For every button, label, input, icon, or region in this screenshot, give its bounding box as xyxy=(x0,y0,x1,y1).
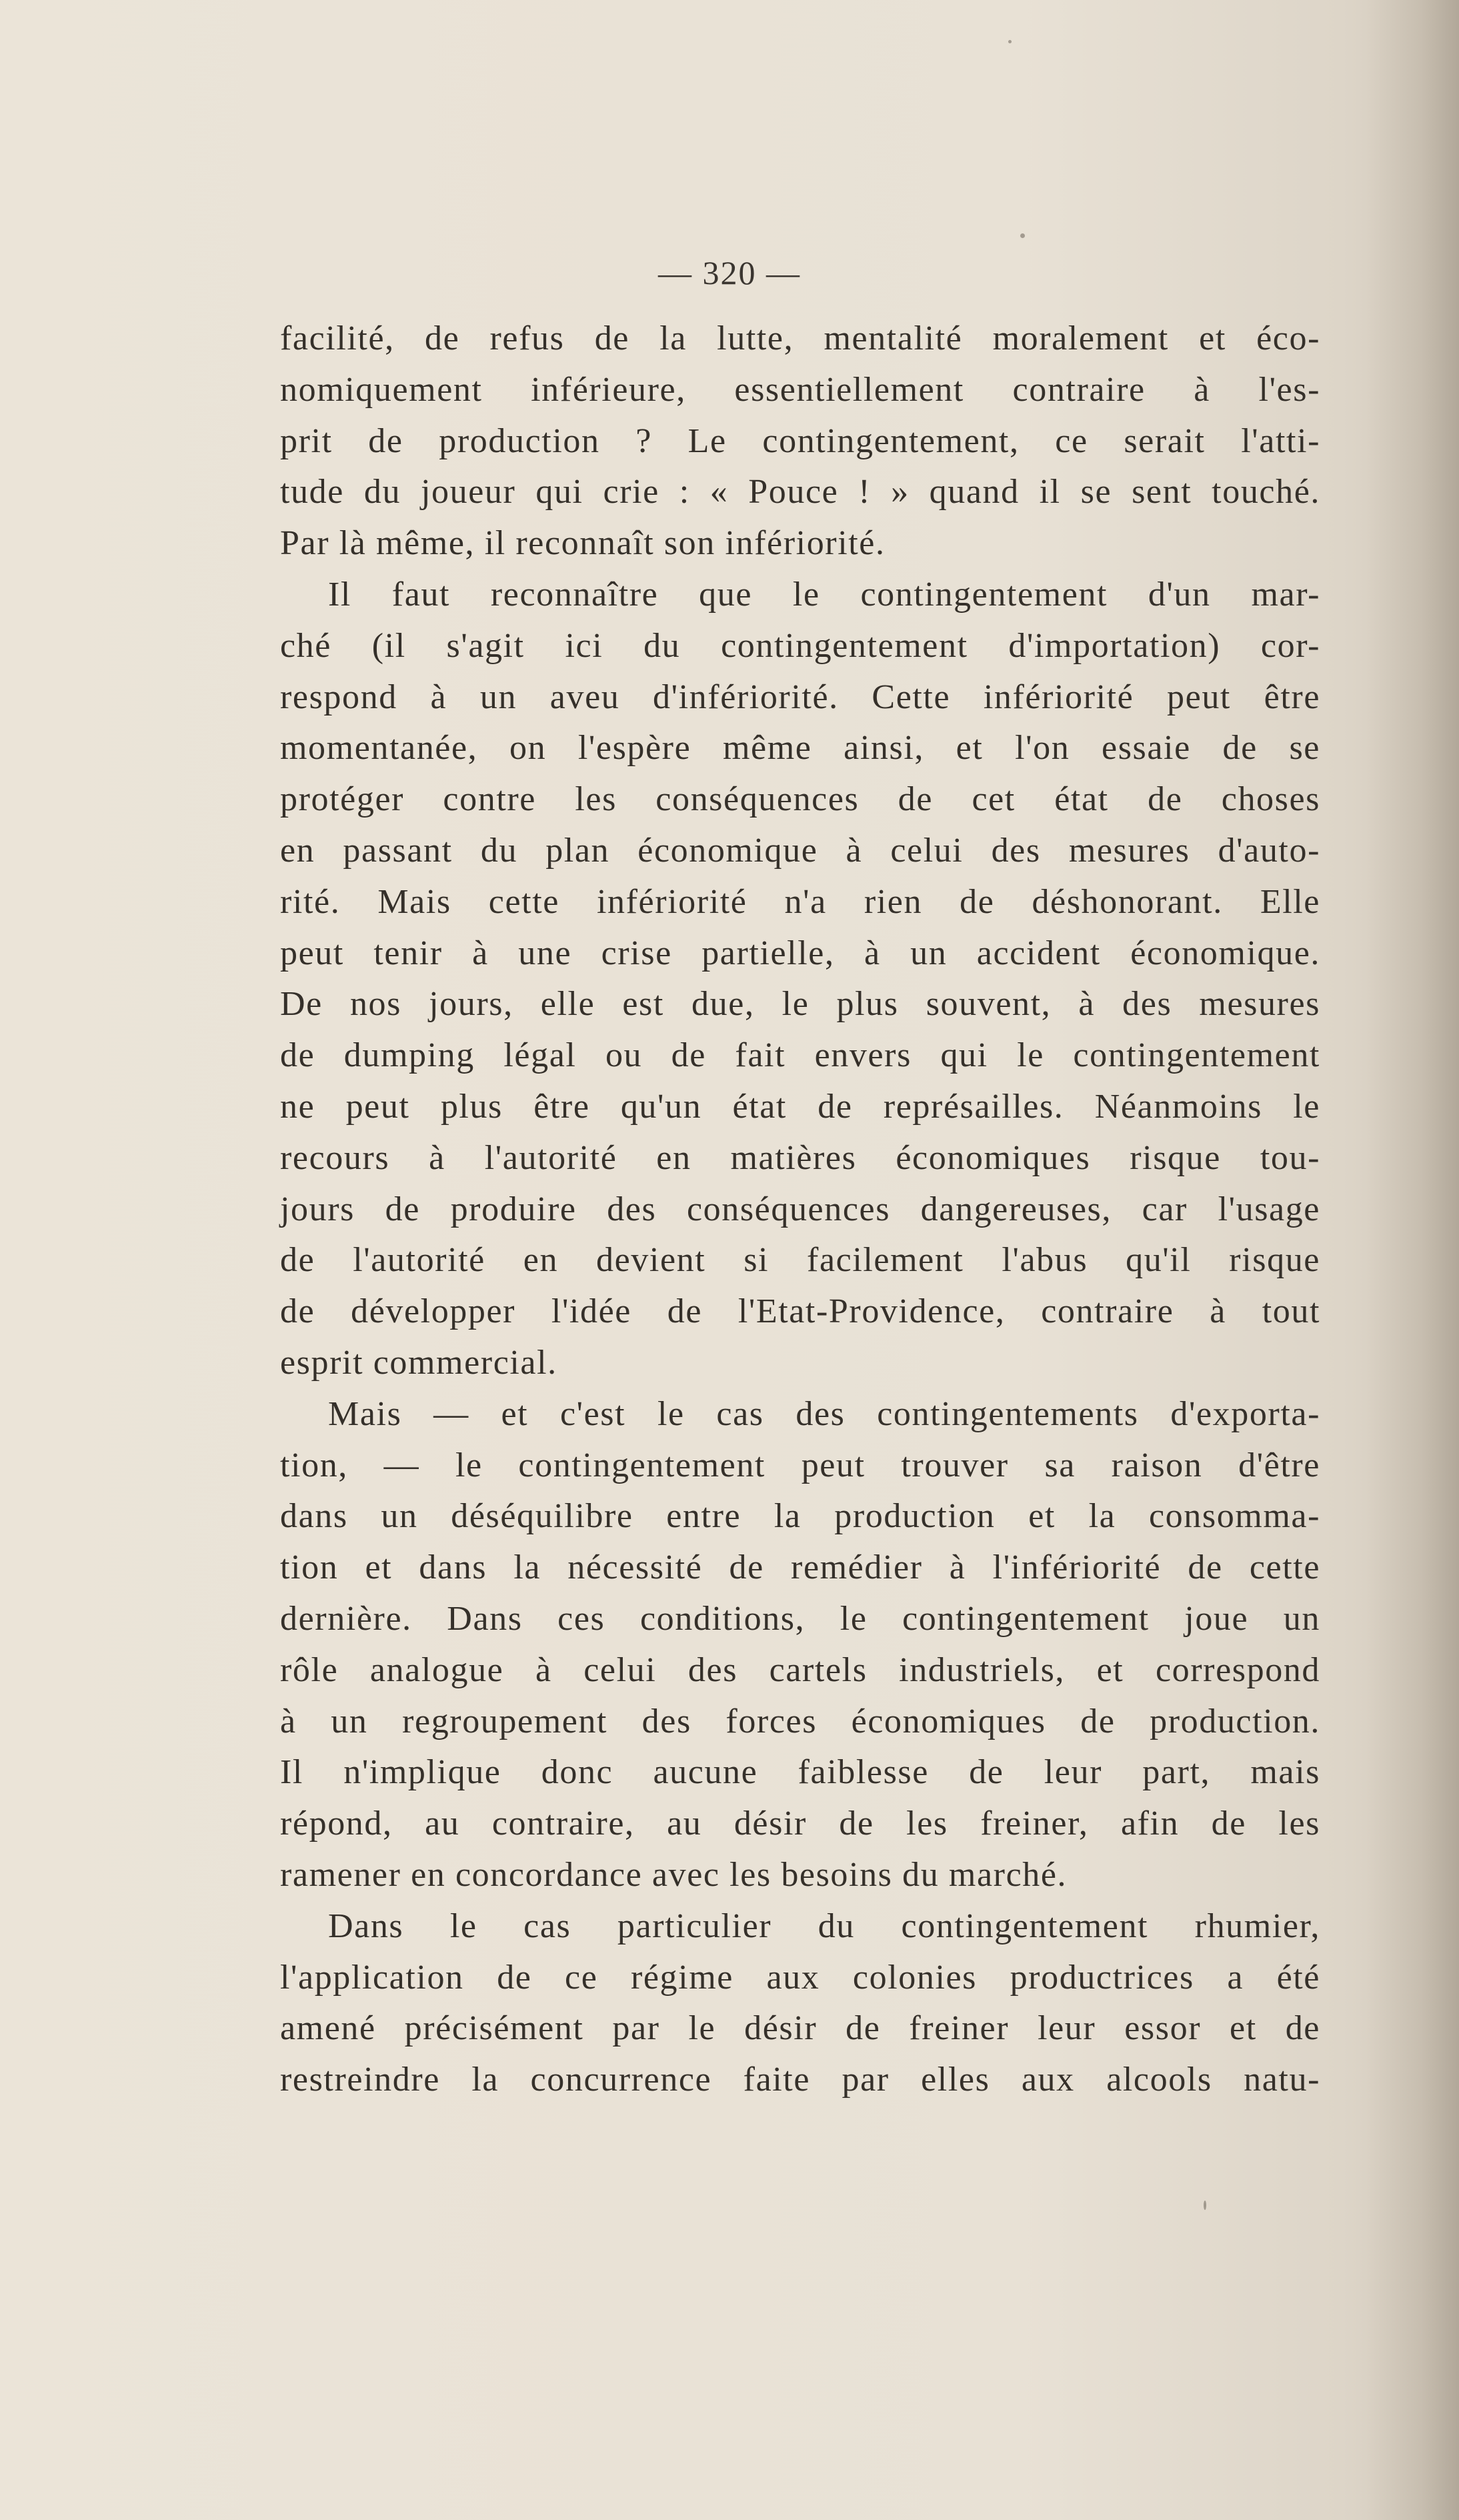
page-number: — 320 — xyxy=(658,254,801,291)
text-line: facilité, de refus de la lutte, mentalité moralement et éco- xyxy=(280,319,1320,357)
text-line: ché (il s'agit ici du contingentement d'importation) cor- xyxy=(280,626,1320,665)
text-line: dernière. Dans ces conditions, le contingentement joue un xyxy=(280,1599,1320,1638)
text-line: peut tenir à une crise partielle, à un accident économique. xyxy=(280,934,1320,972)
text-line: protéger contre les conséquences de cet état de choses xyxy=(280,780,1320,819)
text-line: de dumping légal ou de fait envers qui le contingentement xyxy=(280,1036,1320,1075)
dust-speck xyxy=(1008,40,1012,43)
text-line: dans un déséquilibre entre la production et la consomma- xyxy=(280,1497,1320,1536)
text-line: de l'autorité en devient si facilement l'abus qu'il risque xyxy=(280,1241,1320,1280)
text-line: Il faut reconnaître que le contingentement d'un mar- xyxy=(328,575,1320,613)
text-line: répond, au contraire, au désir de les freiner, afin de les xyxy=(280,1804,1320,1843)
text-line: ne peut plus être qu'un état de représailles. Néanmoins le xyxy=(280,1087,1320,1126)
text-line: amené précisément par le désir de freiner leur essor et de xyxy=(280,2009,1320,2048)
body-text xyxy=(280,313,1320,2106)
text-line: ramener en concordance avec les besoins du marché. xyxy=(280,1855,1068,1894)
text-line: tion et dans la nécessité de remédier à l'infériorité de cette xyxy=(280,1548,1320,1587)
text-line: en passant du plan économique à celui des mesures d'auto- xyxy=(280,831,1320,870)
text-line: tion, — le contingentement peut trouver sa raison d'être xyxy=(280,1446,1320,1484)
text-line: rôle analogue à celui des cartels industriels, et correspond xyxy=(280,1650,1320,1689)
text-line: Mais — et c'est le cas des contingentements d'exporta- xyxy=(328,1394,1320,1433)
text-line: rité. Mais cette infériorité n'a rien de déshonorant. Elle xyxy=(280,882,1320,921)
dust-speck xyxy=(1020,233,1025,238)
text-line: l'application de ce régime aux colonies productrices a été xyxy=(280,1958,1320,1997)
text-line: recours à l'autorité en matières économiques risque tou- xyxy=(280,1138,1320,1177)
text-line: de développer l'idée de l'Etat-Providence, contraire à tout xyxy=(280,1292,1320,1331)
text-line: jours de produire des conséquences dangereuses, car l'usage xyxy=(280,1190,1320,1228)
text-line: Il n'implique donc aucune faiblesse de leur part, mais xyxy=(280,1753,1320,1792)
text-line: esprit commercial. xyxy=(280,1343,557,1382)
text-line: prit de production ? Le contingentement, ce serait l'atti- xyxy=(280,421,1320,460)
text-line: respond à un aveu d'infériorité. Cette infériorité peut être xyxy=(280,678,1320,716)
text-line: De nos jours, elle est due, le plus souvent, à des mesures xyxy=(280,985,1320,1024)
text-line: à un regroupement des forces économiques de production. xyxy=(280,1702,1320,1740)
text-line: Dans le cas particulier du contingentement rhumier, xyxy=(328,1907,1320,1945)
text-line: momentanée, on l'espère même ainsi, et l'on essaie de se xyxy=(280,729,1320,768)
text-line: tude du joueur qui crie : « Pouce ! » quand il se sent touché. xyxy=(280,473,1320,511)
text-line: nomiquement inférieure, essentiellement contraire à l'es- xyxy=(280,370,1320,409)
dust-speck xyxy=(1204,2201,1206,2210)
text-line: Par là même, il reconnaît son infériorité. xyxy=(280,524,886,563)
page-edge-shadow xyxy=(1366,0,1459,2520)
text-line: restreindre la concurrence faite par elles aux alcools natu- xyxy=(280,2061,1320,2099)
